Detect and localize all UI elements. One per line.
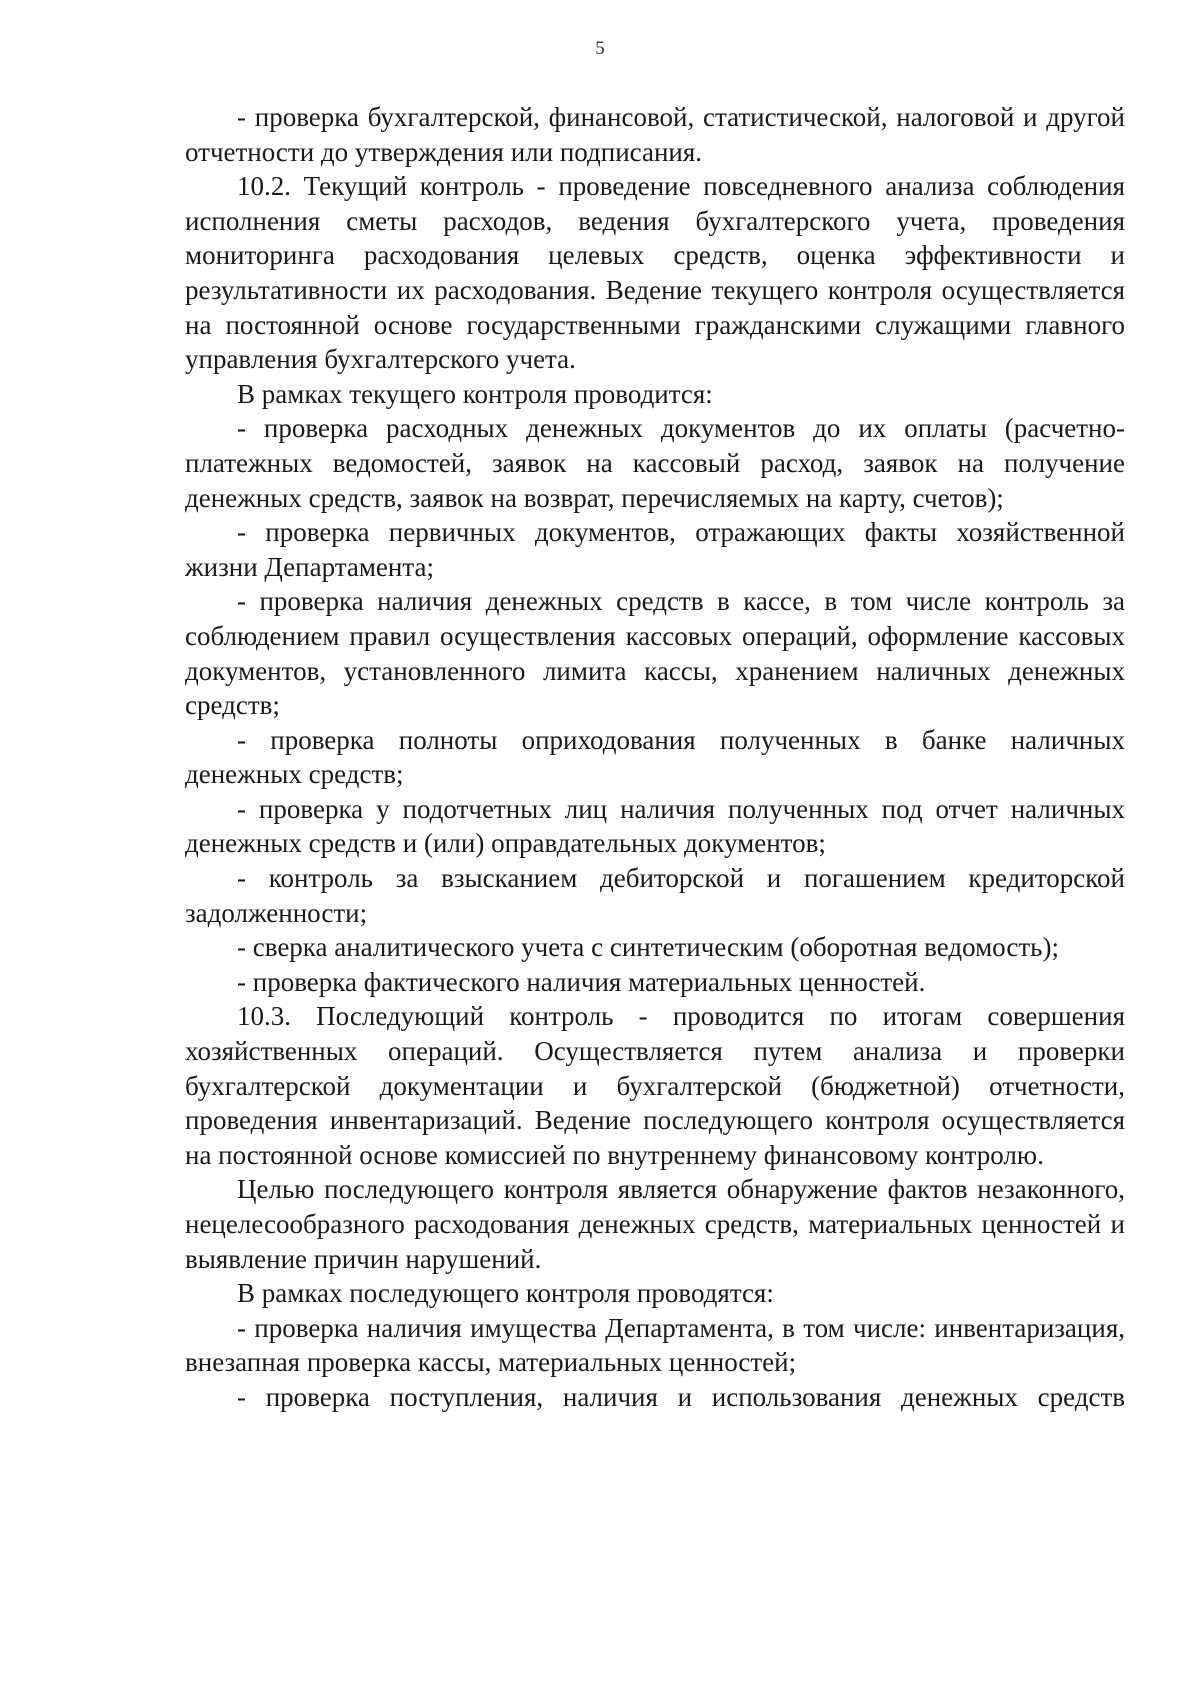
document-body (185, 100, 1125, 1415)
list-item: - проверка наличия денежных средств в кассе, в том числе контроль за соблюдением правил осуществления кассовых операций, оформление кассовых документов, установленного лимита кассы, хранением наличных денежных средств; (185, 586, 1125, 721)
list-item: - контроль за взысканием дебиторской и погашением кредиторской задолженности; (185, 863, 1125, 928)
paragraph-current-control: 10.2. Текущий контроль - проведение повседневного анализа соблюдения исполнения сметы расходов, ведения бухгалтерского учета, проведения мониторинга расходования целевых средств, оценка эффективности и результативности их расходования. Ведение текущего контроля осуществляется на постоянной основе государственными гражданскими служащими главного управления бухгалтерского учета. (185, 171, 1125, 375)
page-number: 5 (595, 38, 605, 59)
list-item: - сверка аналитического учета с синтетическим (оборотная ведомость); (237, 932, 1059, 963)
list-item: - проверка поступления, наличия и использования денежных средств (237, 1381, 1125, 1412)
list-item: - проверка первичных документов, отражающих факты хозяйственной жизни Департамента; (185, 517, 1125, 582)
list-item: - проверка наличия имущества Департамента, в том числе: инвентаризация, внезапная проверка кассы, материальных ценностей; (185, 1312, 1125, 1378)
list-item: - проверка у подотчетных лиц наличия полученных под отчет наличных денежных средств и (или) оправдательных документов; (185, 793, 1125, 859)
paragraph-current-control-intro: В рамках текущего контроля проводится: (237, 378, 713, 409)
paragraph-subsequent-control: 10.3. Последующий контроль - проводится по итогам совершения хозяйственных операций. Осуществляется путем анализа и проверки бухгалтерской документации и бухгалтерской (бюджетной) отчетности, проведения инвентаризаций. Ведение последующего контроля осуществляется на постоянной основе комиссией по внутреннему финансовому контролю. (185, 1001, 1125, 1170)
list-item: - проверка полноты оприходования полученных в банке наличных денежных средств; (185, 724, 1125, 790)
paragraph-subsequent-control-intro: В рамках последующего контроля проводятся: (237, 1278, 774, 1309)
paragraph-subsequent-control-goal: Целью последующего контроля является обнаружение фактов незаконного, нецелесообразного расходования денежных средств, материальных ценностей и выявление причин нарушений. (185, 1174, 1125, 1274)
list-item: - проверка расходных денежных документов до их оплаты (расчетно-платежных ведомостей, заявок на кассовый расход, заявок на получение денежных средств, заявок на возврат, перечисляемых на карту, счетов); (185, 413, 1125, 513)
list-item: - проверка фактического наличия материальных ценностей. (237, 966, 926, 997)
paragraph-reporting-check: - проверка бухгалтерской, финансовой, статистической, налоговой и другой отчетности до утверждения или подписания. (185, 102, 1125, 167)
